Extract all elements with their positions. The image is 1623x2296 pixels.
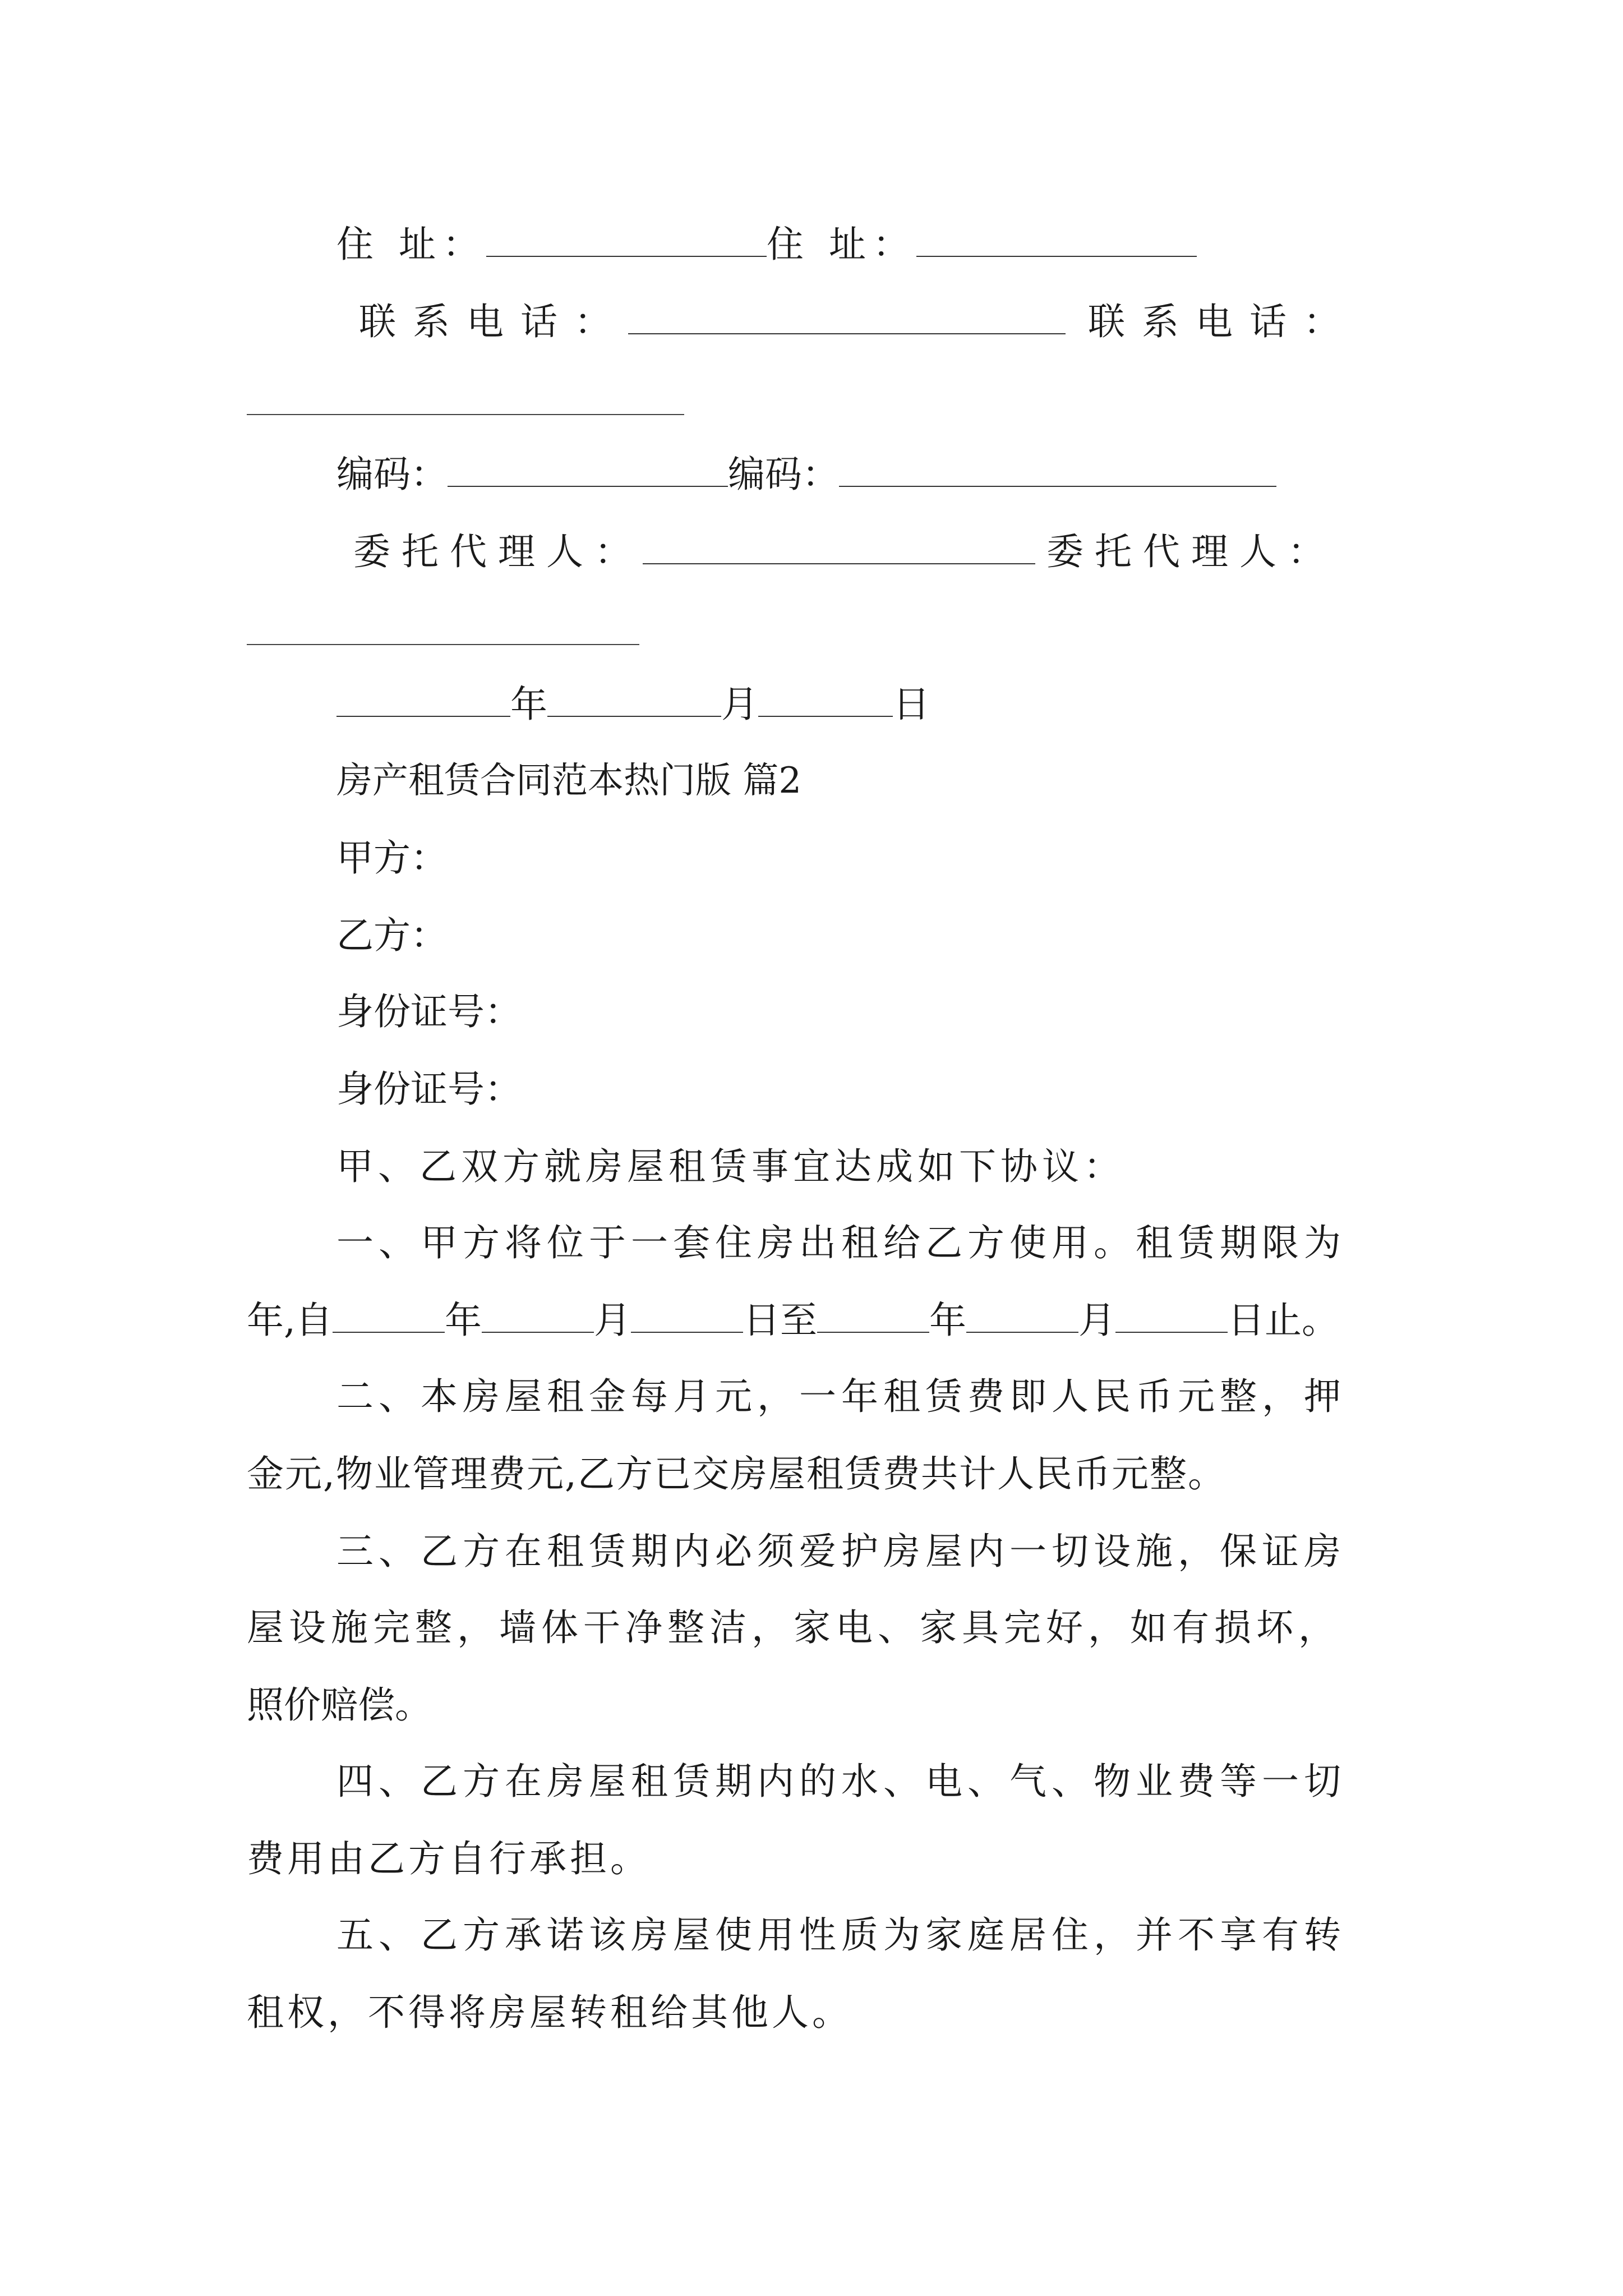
party-b-label: 乙方： (336, 914, 448, 957)
clause-1-blank-4 (817, 1300, 929, 1333)
code-label-a: 编码： (336, 453, 448, 496)
clause-1-line-1: 一、甲方将位于一套住房出租给乙方使用。租赁期限为 (336, 1221, 1346, 1264)
agent-blank-b (247, 643, 639, 645)
agent-label-a: 委托代理人： (353, 530, 643, 573)
clause-1-start: 年,自 (247, 1299, 333, 1342)
address-blank-b (916, 224, 1197, 257)
clause-1-month: 月 (593, 1299, 631, 1342)
code-label-b: 编码： (728, 453, 839, 496)
clause-5-line-1: 五、乙方承诺该房屋使用性质为家庭居住，并不享有转 (336, 1913, 1346, 1957)
clause-3-line-1: 三、乙方在租赁期内必须爱护房屋内一切设施，保证房 (336, 1530, 1346, 1573)
date-day: 日 (893, 683, 930, 726)
phone-blank-b (247, 413, 684, 415)
phone-row (359, 300, 1357, 344)
clause-1-year: 年 (444, 1299, 482, 1342)
address-blank-a (486, 224, 767, 257)
clause-3-line-3: 照价赔偿。 (247, 1683, 432, 1727)
clause-5-line-2: 租权，不得将房屋转租给其他人。 (247, 1991, 852, 2034)
date-blank-month (547, 684, 721, 717)
clause-1-blank-1 (333, 1300, 445, 1333)
clause-1-month2: 月 (1078, 1299, 1115, 1342)
agent-row (353, 530, 1336, 574)
clause-1-blank-2 (482, 1300, 594, 1333)
party-a-label: 甲方： (336, 836, 448, 880)
date-year: 年 (510, 683, 547, 726)
section-heading: 房产租赁合同范本热门版 篇2 (336, 760, 802, 802)
code-blank-b (839, 454, 1276, 487)
agent-label-b: 委托代理人： (1046, 530, 1336, 573)
clause-1-line-2 (247, 1298, 1339, 1343)
clause-1-year2: 年 (929, 1299, 966, 1342)
phone-blank-a (628, 302, 1066, 334)
agent-blank-a (643, 532, 1035, 564)
clause-3-line-2: 屋设施完整，墙体干净整洁，家电、家具完好，如有损坏， (247, 1606, 1340, 1649)
agreement-intro: 甲、乙双方就房屋租赁事宜达成如下协议： (336, 1145, 1125, 1188)
clause-4-line-2: 费用由乙方自行承担。 (247, 1837, 651, 1880)
clause-2-line-1: 二、本房屋租金每月元，一年租赁费即人民币元整，押 (336, 1375, 1346, 1418)
phone-label-a: 联系电话： (359, 300, 628, 343)
clause-2-line-2: 金元,物业管理费元,乙方已交房屋租赁费共计人民币元整。 (247, 1452, 1226, 1496)
code-blank-a (448, 454, 728, 487)
address-row (336, 222, 1197, 267)
clause-1-end: 日止。 (1227, 1299, 1339, 1342)
date-blank-day (758, 684, 893, 717)
id-number-label-2: 身份证号： (336, 1068, 522, 1111)
date-row (336, 682, 930, 727)
clause-1-blank-6 (1115, 1300, 1228, 1333)
date-month: 月 (721, 683, 758, 726)
address-label-a: 住 址： (336, 223, 486, 266)
clause-1-blank-3 (631, 1300, 743, 1333)
address-label-b: 住 址： (766, 223, 916, 266)
clause-4-line-1: 四、乙方在房屋租赁期内的水、电、气、物业费等一切 (336, 1760, 1346, 1803)
phone-label-b: 联系电话： (1088, 300, 1357, 343)
id-number-label-1: 身份证号： (336, 990, 522, 1033)
date-blank-year (336, 684, 510, 717)
clause-1-to: 日至 (743, 1299, 817, 1342)
clause-1-blank-5 (966, 1300, 1078, 1333)
code-row (336, 452, 1276, 497)
